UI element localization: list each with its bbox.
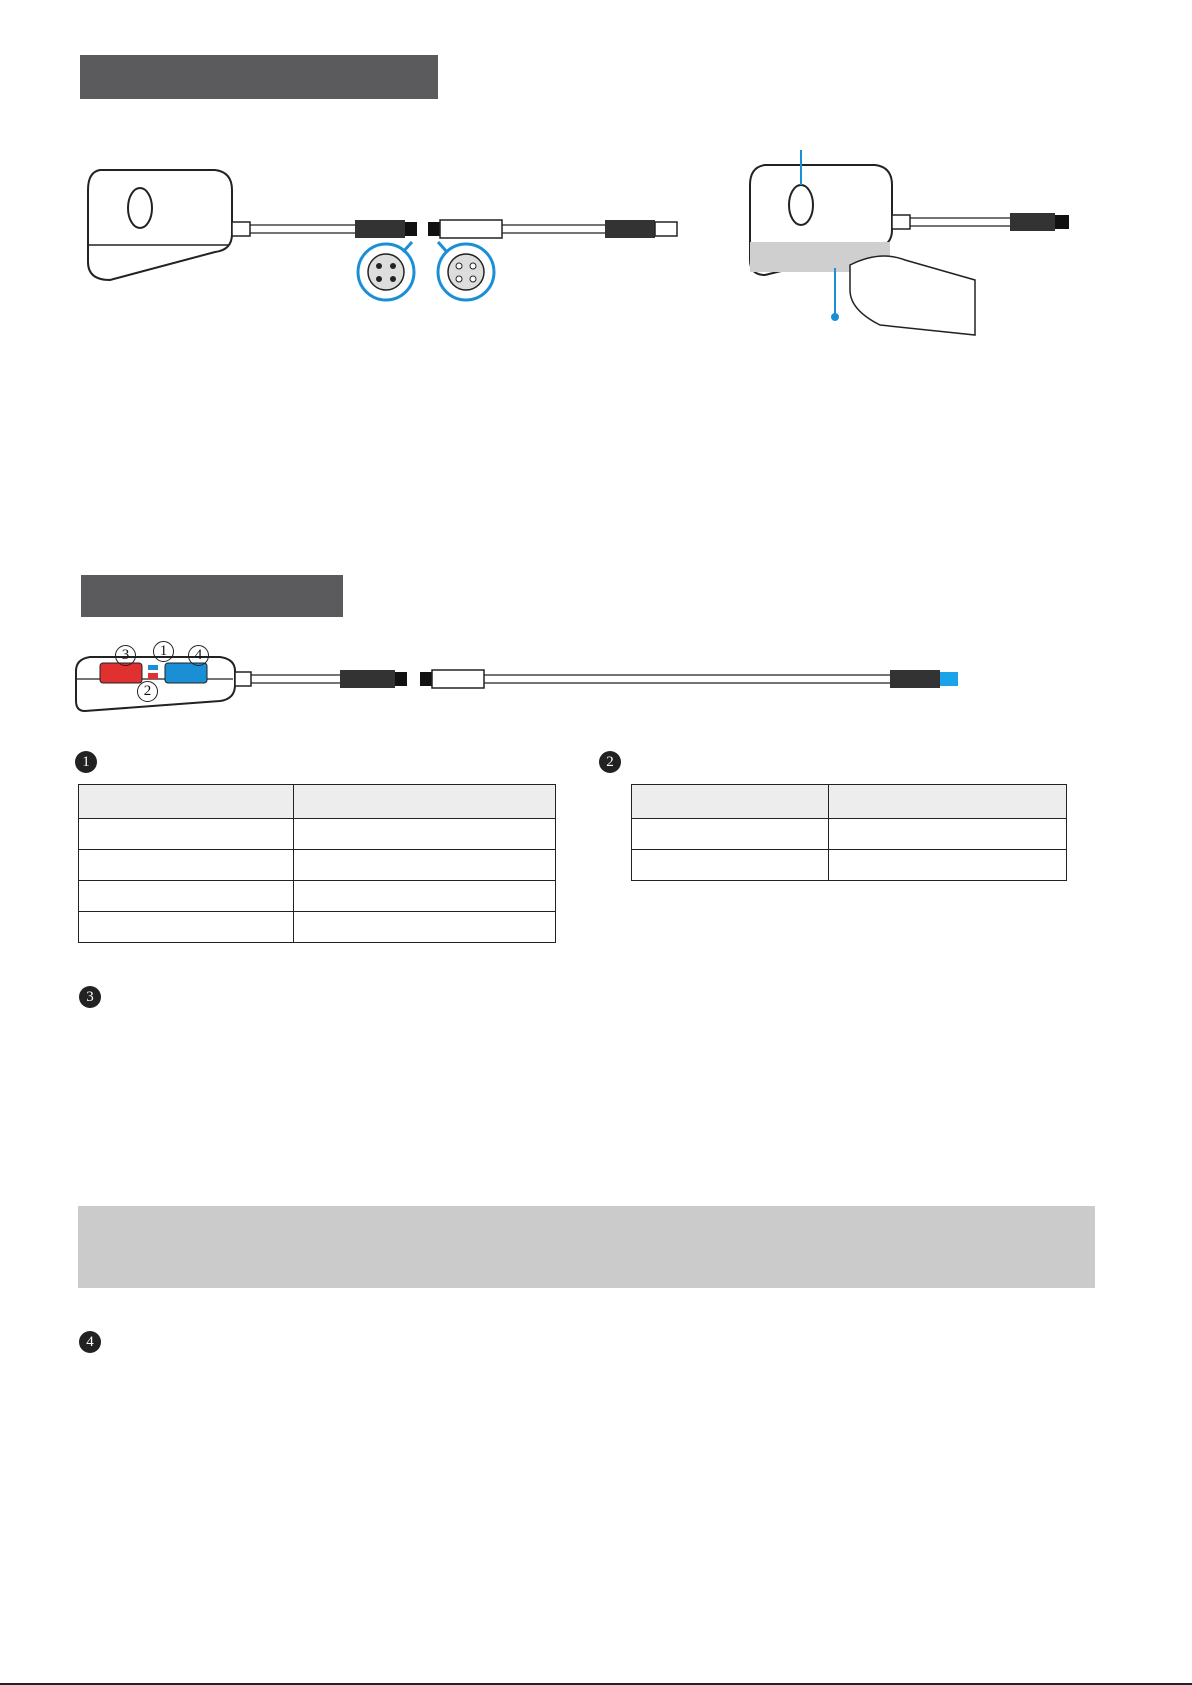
callout-1: 1 — [153, 641, 174, 662]
table-cell — [79, 881, 294, 912]
button-table-marker: 2 — [599, 751, 621, 773]
led-status-table — [78, 784, 556, 943]
table-cell — [632, 850, 829, 881]
table-cell — [829, 850, 1067, 881]
section-header-remote — [81, 575, 343, 617]
table-header-row — [632, 785, 1067, 819]
note-box — [78, 1206, 1095, 1288]
item-4-marker: 4 — [79, 1331, 101, 1353]
table-cell — [294, 912, 556, 943]
table-row — [79, 912, 556, 943]
table-cell — [632, 819, 829, 850]
item-3-marker: 3 — [79, 986, 101, 1008]
table-row — [632, 850, 1067, 881]
table-header-cell — [79, 785, 294, 819]
table-cell — [79, 850, 294, 881]
table-row — [79, 819, 556, 850]
table-header-row — [79, 785, 556, 819]
callout-3: 3 — [115, 645, 136, 666]
led-table-marker: 1 — [75, 751, 97, 773]
sensor-device-left — [88, 170, 232, 280]
male-connector-closeup — [358, 244, 414, 300]
callout-2: 2 — [137, 681, 158, 702]
table-header-cell — [829, 785, 1067, 819]
remote-illustration — [0, 635, 1192, 715]
connection-illustration — [0, 150, 1192, 350]
table-cell — [294, 850, 556, 881]
table-cell — [294, 819, 556, 850]
table-cell — [79, 912, 294, 943]
table-row — [79, 881, 556, 912]
callout-4: 4 — [188, 645, 209, 666]
table-header-cell — [294, 785, 556, 819]
table-row — [79, 850, 556, 881]
table-cell — [79, 819, 294, 850]
table-cell — [829, 819, 1067, 850]
table-cell — [294, 881, 556, 912]
table-header-cell — [632, 785, 829, 819]
table-row — [632, 819, 1067, 850]
section-header-installation — [80, 55, 438, 99]
button-function-table — [631, 784, 1067, 881]
